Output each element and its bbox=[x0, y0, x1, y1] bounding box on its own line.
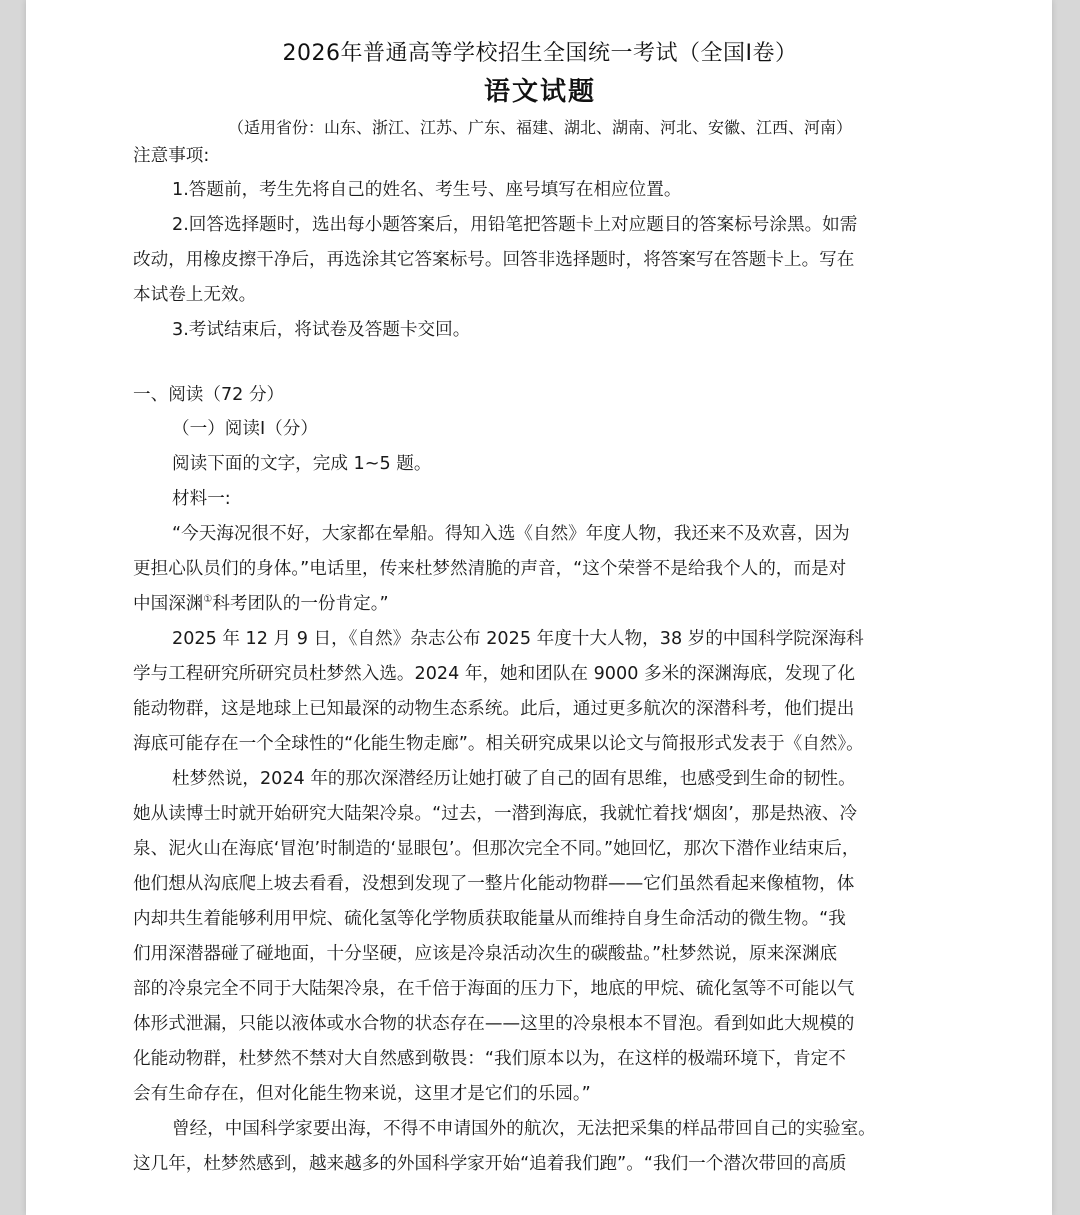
passage-line: 部的冷泉完全不同于大陆架冷泉，在千倍于海面的压力下，地底的甲烷、硫化氢等不可能以气 bbox=[133, 979, 855, 999]
passage-line: 能动物群，这是地球上已知最深的动物生态系统。此后，通过更多航次的深潜科考，他们提出 bbox=[133, 699, 855, 719]
material-label: 材料一: bbox=[172, 489, 231, 509]
passage-line: 2025 年 12 月 9 日，《自然》杂志公布 2025 年度十大人物，38 岁的中国科学院深海科 bbox=[172, 629, 864, 649]
exam-title: 2026年普通高等学校招生全国统一考试（全国Ⅰ卷） bbox=[282, 41, 798, 66]
passage-line: 海底可能存在一个全球性的“化能生物走廊”。相关研究成果以论文与简报形式发表于《自然》。 bbox=[133, 734, 864, 754]
passage-line: 杜梦然说，2024 年的那次深潜经历让她打破了自己的固有思维，也感受到生命的韧性。 bbox=[172, 769, 856, 789]
passage-line: “今天海况很不好，大家都在晕船。得知入选《自然》年度人物，我还来不及欢喜，因为 bbox=[172, 524, 850, 544]
passage-text: 科考团队的一份肯定。” bbox=[212, 594, 389, 614]
notice-item: 1.答题前，考生先将自己的姓名、考生号、座号填写在相应位置。 bbox=[172, 180, 682, 200]
passage-line: 会有生命存在，但对化能生物来说，这里才是它们的乐园。” bbox=[133, 1084, 591, 1104]
applicable-provinces: （适用省份：山东、浙江、江苏、广东、福建、湖北、湖南、河北、安徽、江西、河南） bbox=[227, 118, 852, 137]
passage-line: 更担心队员们的身体。”电话里，传来杜梦然清脆的声音，“这个荣誉不是给我个人的，而是对 bbox=[133, 559, 847, 579]
notice-item: 2.回答选择题时，选出每小题答案后，用铅笔把答题卡上对应题目的答案标号涂黑。如需 bbox=[172, 215, 858, 235]
section-heading: 一、阅读（72 分） bbox=[133, 385, 285, 405]
passage-line: 化能动物群，杜梦然不禁对大自然感到敬畏：“我们原本以为，在这样的极端环境下，肯定不 bbox=[133, 1049, 846, 1069]
notice-item: 改动，用橡皮擦干净后，再选涂其它答案标号。回答非选择题时，将答案写在答题卡上。写在 bbox=[133, 250, 855, 270]
passage-line: 体形式泄漏，只能以液体或水合物的状态存在——这里的冷泉根本不冒泡。看到如此大规模的 bbox=[133, 1014, 855, 1034]
passage-line: 曾经，中国科学家要出海，不得不申请国外的航次，无法把采集的样品带回自己的实验室。 bbox=[172, 1119, 876, 1139]
passage-line: 学与工程研究所研究员杜梦然入选。2024 年，她和团队在 9000 多米的深渊海底，发现了化 bbox=[133, 664, 856, 684]
passage-line bbox=[133, 591, 389, 617]
section-subheading: （一）阅读Ⅰ（分） bbox=[172, 419, 318, 439]
passage-line: 们用深潜器碰了碰地面，十分坚硬，应该是冷泉活动次生的碳酸盐。”杜梦然说，原来深渊底 bbox=[133, 944, 838, 964]
passage-text: 中国深渊 bbox=[133, 594, 204, 614]
passage-line: 泉、泥火山在海底‘冒泡’时制造的‘显眼包’。但那次完全不同。”她回忆，那次下潜作业结束后， bbox=[133, 839, 860, 859]
passage-line: 这几年，杜梦然感到，越来越多的外国科学家开始“追着我们跑”。“我们一个潜次带回的高质 bbox=[133, 1154, 847, 1174]
passage-line: 内却共生着能够利用甲烷、硫化氢等化学物质获取能量从而维持自身生命活动的微生物。“我 bbox=[133, 909, 846, 929]
notice-item: 本试卷上无效。 bbox=[133, 285, 257, 305]
notice-heading: 注意事项: bbox=[133, 146, 210, 166]
reading-instruction: 阅读下面的文字，完成 1~5 题。 bbox=[172, 454, 432, 474]
passage-line: 他们想从沟底爬上坡去看看，没想到发现了一整片化能动物群——它们虽然看起来像植物，体 bbox=[133, 874, 855, 894]
subject-title: 语文试题 bbox=[483, 77, 596, 107]
notice-item: 3.考试结束后，将试卷及答题卡交回。 bbox=[172, 320, 471, 340]
passage-line: 她从读博士时就开始研究大陆架冷泉。“过去，一潜到海底，我就忙着找‘烟囱’，那是热液、冷 bbox=[133, 804, 858, 824]
footnote-marker: ① bbox=[203, 594, 213, 606]
